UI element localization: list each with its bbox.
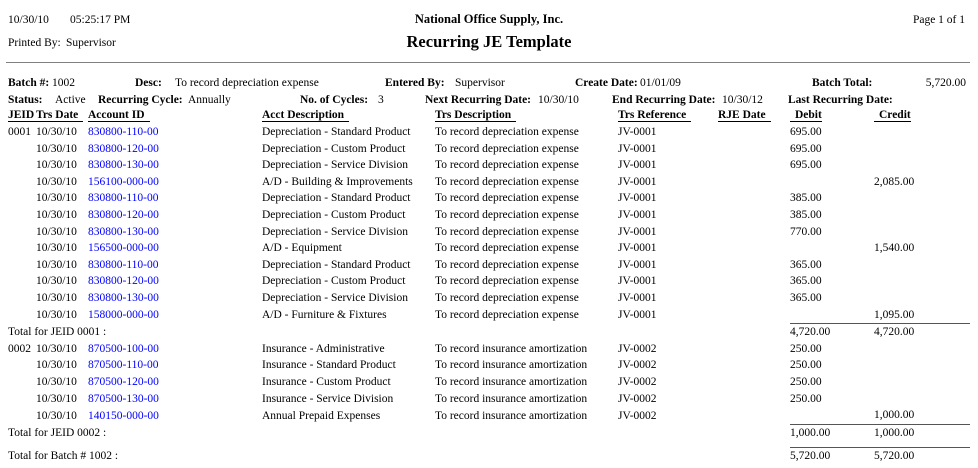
jeid-cell: 0002 bbox=[8, 342, 31, 355]
account-id-link[interactable]: 156100-000-00 bbox=[88, 175, 159, 188]
trs-description-cell: To record depreciation expense bbox=[435, 242, 579, 255]
rje-date-cell bbox=[718, 257, 790, 274]
credit-cell: 2,085.00 bbox=[874, 175, 915, 188]
trs-date-cell: 10/30/10 bbox=[36, 208, 77, 221]
trs-date-cell: 10/30/10 bbox=[36, 192, 77, 205]
account-id-link[interactable]: 830800-110-00 bbox=[88, 126, 159, 138]
acct-description-cell: A/D - Building & Improvements bbox=[262, 175, 413, 188]
debit-cell: 770.00 bbox=[790, 225, 822, 238]
debit-cell: 365.00 bbox=[790, 275, 822, 288]
credit-cell: 1,095.00 bbox=[874, 308, 915, 321]
credit-cell bbox=[874, 273, 970, 290]
account-id-link[interactable]: 870500-130-00 bbox=[88, 392, 159, 405]
table-row bbox=[8, 273, 970, 290]
table-row bbox=[8, 240, 970, 257]
trs-date-cell: 10/30/10 bbox=[36, 225, 77, 238]
trs-description-cell: To record depreciation expense bbox=[435, 291, 579, 304]
trs-reference-cell: JV-0001 bbox=[618, 258, 657, 271]
journal-entry-table bbox=[8, 106, 970, 464]
create-date-label: Create Date: bbox=[575, 77, 638, 89]
credit-cell bbox=[874, 391, 970, 408]
credit-cell: 1,000.00 bbox=[874, 409, 915, 422]
end-recurring-value: 10/30/12 bbox=[722, 94, 763, 106]
rje-date-cell bbox=[718, 157, 790, 174]
rje-date-cell bbox=[718, 174, 790, 191]
jeid-cell bbox=[8, 157, 36, 174]
credit-cell: 1,540.00 bbox=[874, 242, 915, 255]
acct-description-cell: Depreciation - Custom Product bbox=[262, 208, 406, 221]
account-id-link[interactable]: 830800-120-00 bbox=[88, 142, 159, 155]
credit-cell bbox=[874, 357, 970, 374]
total-credit: 5,720.00 bbox=[874, 447, 970, 464]
acct-description-cell: Insurance - Service Division bbox=[262, 392, 394, 405]
acct-description-cell: Depreciation - Standard Product bbox=[262, 126, 411, 138]
trs-reference-cell: JV-0002 bbox=[618, 409, 657, 422]
trs-description-cell: To record depreciation expense bbox=[435, 258, 579, 271]
trs-date-cell: 10/30/10 bbox=[36, 258, 77, 271]
jeid-cell bbox=[8, 190, 36, 207]
debit-cell: 250.00 bbox=[790, 375, 822, 388]
rje-date-cell bbox=[718, 190, 790, 207]
total-label: Total for JEID 0002 : bbox=[8, 426, 107, 439]
header-account-id: Account ID bbox=[88, 106, 262, 124]
rje-date-cell bbox=[718, 290, 790, 307]
table-row bbox=[8, 391, 970, 408]
trs-date-cell: 10/30/10 bbox=[36, 359, 77, 372]
total-credit: 4,720.00 bbox=[874, 324, 970, 341]
trs-date-cell: 10/30/10 bbox=[36, 409, 77, 422]
trs-date-cell: 10/30/10 bbox=[36, 275, 77, 288]
credit-cell bbox=[874, 207, 970, 224]
debit-cell: 385.00 bbox=[790, 192, 822, 205]
jeid-total-row bbox=[8, 424, 970, 441]
header-jeid: JEID bbox=[8, 106, 36, 124]
acct-description-cell: A/D - Equipment bbox=[262, 242, 342, 255]
header-trs-reference: Trs Reference bbox=[618, 106, 718, 124]
jeid-cell bbox=[8, 407, 36, 424]
table-row bbox=[8, 141, 970, 158]
next-recurring-value: 10/30/10 bbox=[538, 94, 579, 106]
table-row bbox=[8, 257, 970, 274]
debit-cell bbox=[790, 174, 874, 191]
trs-date-cell: 10/30/10 bbox=[36, 142, 77, 155]
status-label: Status: bbox=[8, 94, 43, 106]
trs-description-cell: To record depreciation expense bbox=[435, 225, 579, 238]
trs-date-cell: 10/30/10 bbox=[36, 159, 77, 172]
debit-cell: 365.00 bbox=[790, 258, 822, 271]
trs-reference-cell: JV-0002 bbox=[618, 342, 657, 355]
trs-description-cell: To record depreciation expense bbox=[435, 175, 579, 188]
trs-description-cell: To record depreciation expense bbox=[435, 208, 579, 221]
status-value: Active bbox=[55, 94, 86, 106]
credit-cell bbox=[874, 374, 970, 391]
debit-cell bbox=[790, 240, 874, 257]
acct-description-cell: Depreciation - Standard Product bbox=[262, 192, 411, 205]
rje-date-cell bbox=[718, 141, 790, 158]
desc-label: Desc: bbox=[135, 77, 162, 89]
table-row bbox=[8, 407, 970, 424]
credit-cell bbox=[874, 190, 970, 207]
entered-by-value: Supervisor bbox=[455, 77, 505, 89]
jeid-cell bbox=[8, 141, 36, 158]
last-recurring-label: Last Recurring Date: bbox=[788, 94, 893, 106]
account-id-link[interactable]: 830800-130-00 bbox=[88, 225, 159, 238]
acct-description-cell: Insurance - Administrative bbox=[262, 342, 385, 355]
rje-date-cell bbox=[718, 407, 790, 424]
rje-date-cell bbox=[718, 357, 790, 374]
rje-date-cell bbox=[718, 391, 790, 408]
acct-description-cell: Depreciation - Service Division bbox=[262, 159, 408, 172]
jeid-cell bbox=[8, 273, 36, 290]
acct-description-cell: Insurance - Standard Product bbox=[262, 359, 396, 372]
trs-reference-cell: JV-0001 bbox=[618, 225, 657, 238]
acct-description-cell: Depreciation - Service Division bbox=[262, 291, 408, 304]
next-recurring-label: Next Recurring Date: bbox=[425, 94, 532, 106]
acct-description-cell: Depreciation - Standard Product bbox=[262, 258, 411, 271]
table-row bbox=[8, 341, 970, 358]
batch-number-value: 1002 bbox=[52, 77, 75, 89]
journal-table-body bbox=[8, 124, 970, 464]
trs-date-cell: 10/30/10 bbox=[36, 342, 77, 355]
debit-cell: 250.00 bbox=[790, 359, 822, 372]
table-row bbox=[8, 157, 970, 174]
batch-total-row bbox=[8, 447, 970, 464]
recurring-cycle-value: Annually bbox=[188, 94, 231, 106]
table-row bbox=[8, 357, 970, 374]
trs-reference-cell: JV-0001 bbox=[618, 175, 657, 188]
table-header-row bbox=[8, 106, 970, 124]
rje-date-cell bbox=[718, 240, 790, 257]
debit-cell: 250.00 bbox=[790, 342, 822, 355]
trs-reference-cell: JV-0002 bbox=[618, 359, 657, 372]
rje-date-cell bbox=[718, 224, 790, 241]
table-row bbox=[8, 374, 970, 391]
trs-description-cell: To record depreciation expense bbox=[435, 126, 579, 138]
acct-description-cell: Depreciation - Custom Product bbox=[262, 142, 406, 155]
acct-description-cell: A/D - Furniture & Fixtures bbox=[262, 309, 387, 322]
trs-description-cell: To record insurance amortization bbox=[435, 392, 588, 405]
end-recurring-label: End Recurring Date: bbox=[612, 94, 716, 106]
debit-cell: 695.00 bbox=[790, 142, 822, 155]
header-trs-date: Trs Date bbox=[36, 106, 88, 124]
trs-description-cell: To record insurance amortization bbox=[435, 359, 588, 372]
header-divider bbox=[6, 62, 970, 63]
rje-date-cell bbox=[718, 374, 790, 391]
account-id-link[interactable]: 156500-000-00 bbox=[88, 242, 159, 255]
trs-description-cell: To record depreciation expense bbox=[435, 275, 579, 288]
trs-description-cell: To record depreciation expense bbox=[435, 142, 579, 155]
rje-date-cell bbox=[718, 273, 790, 290]
print-date: 10/30/10 bbox=[8, 14, 49, 26]
credit-cell bbox=[874, 124, 970, 141]
credit-cell bbox=[874, 341, 970, 358]
account-id-link[interactable]: 870500-100-00 bbox=[88, 342, 159, 355]
account-id-link[interactable]: 830800-120-00 bbox=[88, 275, 159, 288]
total-credit: 1,000.00 bbox=[874, 424, 970, 441]
header-credit: Credit bbox=[874, 106, 970, 124]
trs-date-cell: 10/30/10 bbox=[36, 291, 77, 304]
trs-reference-cell: JV-0001 bbox=[618, 291, 657, 304]
rje-date-cell bbox=[718, 307, 790, 324]
acct-description-cell: Depreciation - Service Division bbox=[262, 225, 408, 238]
trs-date-cell: 10/30/10 bbox=[36, 309, 77, 322]
company-name: National Office Supply, Inc. bbox=[414, 12, 564, 26]
entered-by-label: Entered By: bbox=[385, 77, 445, 89]
total-debit: 1,000.00 bbox=[790, 424, 874, 441]
credit-cell bbox=[874, 141, 970, 158]
debit-cell: 695.00 bbox=[790, 126, 822, 138]
debit-cell: 365.00 bbox=[790, 291, 822, 304]
trs-date-cell: 10/30/10 bbox=[36, 392, 77, 405]
credit-cell bbox=[874, 257, 970, 274]
trs-reference-cell: JV-0002 bbox=[618, 375, 657, 388]
trs-date-cell: 10/30/10 bbox=[36, 175, 77, 188]
credit-cell bbox=[874, 290, 970, 307]
trs-description-cell: To record depreciation expense bbox=[435, 192, 579, 205]
account-id-link[interactable]: 830800-130-00 bbox=[88, 291, 159, 304]
debit-cell: 250.00 bbox=[790, 392, 822, 405]
trs-reference-cell: JV-0002 bbox=[618, 392, 657, 405]
trs-reference-cell: JV-0001 bbox=[618, 208, 657, 221]
jeid-cell bbox=[8, 374, 36, 391]
report-title: Recurring JE Template bbox=[406, 32, 572, 51]
total-label: Total for JEID 0001 : bbox=[8, 326, 107, 339]
batch-total-value: 5,720.00 bbox=[925, 77, 966, 89]
jeid-total-row bbox=[8, 324, 970, 341]
jeid-cell bbox=[8, 391, 36, 408]
print-time: 05:25:17 PM bbox=[70, 14, 131, 26]
acct-description-cell: Depreciation - Custom Product bbox=[262, 275, 406, 288]
rje-date-cell bbox=[718, 341, 790, 358]
trs-reference-cell: JV-0001 bbox=[618, 309, 657, 322]
jeid-cell bbox=[8, 224, 36, 241]
debit-cell: 385.00 bbox=[790, 208, 822, 221]
trs-reference-cell: JV-0001 bbox=[618, 192, 657, 205]
jeid-cell bbox=[8, 207, 36, 224]
rje-date-cell bbox=[718, 207, 790, 224]
jeid-cell bbox=[8, 307, 36, 324]
total-label: Total for Batch # 1002 : bbox=[8, 449, 119, 462]
account-id-link[interactable]: 830800-120-00 bbox=[88, 208, 159, 221]
jeid-cell: 0001 bbox=[8, 126, 31, 138]
jeid-cell bbox=[8, 257, 36, 274]
account-id-link[interactable]: 830800-110-00 bbox=[88, 192, 159, 205]
trs-date-cell: 10/30/10 bbox=[36, 242, 77, 255]
recurring-cycle-label: Recurring Cycle: bbox=[98, 94, 183, 106]
no-of-cycles-value: 3 bbox=[378, 94, 384, 106]
table-row bbox=[8, 124, 970, 141]
jeid-cell bbox=[8, 357, 36, 374]
account-id-link[interactable]: 158000-000-00 bbox=[88, 309, 159, 322]
table-row bbox=[8, 224, 970, 241]
acct-description-cell: Insurance - Custom Product bbox=[262, 375, 391, 388]
header-rje-date: RJE Date bbox=[718, 106, 790, 124]
debit-cell bbox=[790, 307, 874, 324]
trs-date-cell: 10/30/10 bbox=[36, 126, 77, 138]
table-row bbox=[8, 207, 970, 224]
desc-value: To record depreciation expense bbox=[175, 77, 319, 89]
trs-description-cell: To record insurance amortization bbox=[435, 409, 588, 422]
acct-description-cell: Annual Prepaid Expenses bbox=[262, 409, 381, 422]
create-date-value: 01/01/09 bbox=[640, 77, 681, 89]
table-row bbox=[8, 190, 970, 207]
header-debit: Debit bbox=[790, 106, 874, 124]
jeid-cell bbox=[8, 174, 36, 191]
table-row bbox=[8, 290, 970, 307]
trs-description-cell: To record depreciation expense bbox=[435, 159, 579, 172]
rje-date-cell bbox=[718, 124, 790, 141]
trs-description-cell: To record insurance amortization bbox=[435, 342, 588, 355]
total-debit: 5,720.00 bbox=[790, 447, 874, 464]
trs-reference-cell: JV-0001 bbox=[618, 159, 657, 172]
trs-description-cell: To record insurance amortization bbox=[435, 375, 588, 388]
account-id-link[interactable]: 830800-110-00 bbox=[88, 258, 159, 271]
account-id-link[interactable]: 830800-130-00 bbox=[88, 159, 159, 172]
trs-date-cell: 10/30/10 bbox=[36, 375, 77, 388]
debit-cell bbox=[790, 407, 874, 424]
table-row bbox=[8, 174, 970, 191]
credit-cell bbox=[874, 224, 970, 241]
debit-cell: 695.00 bbox=[790, 159, 822, 172]
batch-number-label: Batch #: bbox=[8, 77, 50, 89]
trs-reference-cell: JV-0001 bbox=[618, 275, 657, 288]
printed-by-value: Supervisor bbox=[66, 37, 116, 49]
batch-total-label: Batch Total: bbox=[812, 77, 873, 89]
table-row bbox=[8, 307, 970, 324]
no-of-cycles-label: No. of Cycles: bbox=[300, 94, 369, 106]
header-trs-description: Trs Description bbox=[435, 106, 618, 124]
trs-reference-cell: JV-0001 bbox=[618, 242, 657, 255]
trs-reference-cell: JV-0001 bbox=[618, 142, 657, 155]
account-id-link[interactable]: 140150-000-00 bbox=[88, 409, 159, 422]
jeid-cell bbox=[8, 290, 36, 307]
trs-description-cell: To record depreciation expense bbox=[435, 309, 579, 322]
account-id-link[interactable]: 870500-110-00 bbox=[88, 359, 159, 372]
page-number: Page 1 of 1 bbox=[912, 14, 965, 26]
total-debit: 4,720.00 bbox=[790, 324, 874, 341]
header-acct-description: Acct Description bbox=[262, 106, 435, 124]
credit-cell bbox=[874, 157, 970, 174]
trs-reference-cell: JV-0001 bbox=[618, 126, 657, 138]
account-id-link[interactable]: 870500-120-00 bbox=[88, 375, 159, 388]
printed-by-label: Printed By: bbox=[8, 37, 61, 49]
jeid-cell bbox=[8, 240, 36, 257]
